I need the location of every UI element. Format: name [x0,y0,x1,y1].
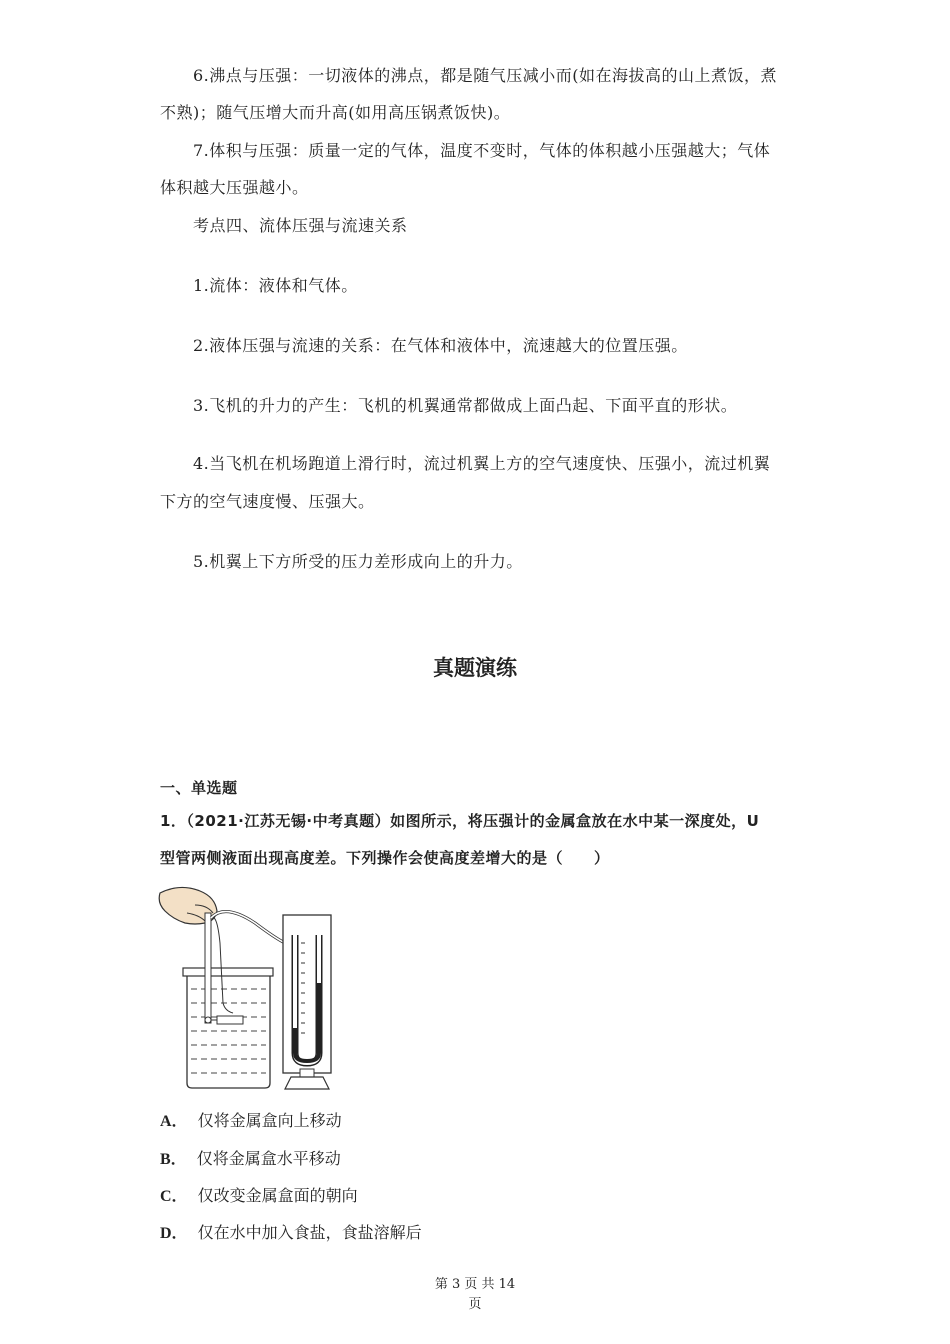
pressure-gauge-figure [155,883,340,1093]
option-a[interactable] [160,1108,342,1131]
section-4-title: 考点四、流体压强与流速关系 [193,216,408,235]
section-4-item-5: 5.机翼上下方所受的压力差形成向上的升力。 [193,552,523,571]
section-4-item-4-line1: 4.当飞机在机场跑道上滑行时，流过机翼上方的空气速度快、压强小，流过机翼 [193,454,771,473]
option-text: 仅在水中加入食盐，食盐溶解后 [197,1223,422,1242]
section-4-item-4-line2: 下方的空气速度慢、压强大。 [160,492,375,511]
item-6-line1: 6.沸点与压强：一切液体的沸点，都是随气压减小而(如在海拔高的山上煮饭，煮 [193,66,778,85]
question-1-line1: 1．（2021·江苏无锡·中考真题）如图所示，将压强计的金属盒放在水中某一深度处，U [160,812,760,830]
item-7-line2: 体积越大压强越小。 [160,178,309,197]
option-letter: B． [160,1151,187,1168]
option-text: 仅将金属盒水平移动 [196,1149,341,1168]
option-text: 仅将金属盒向上移动 [197,1111,342,1130]
page-footer [0,1275,950,1315]
option-text: 仅改变金属盒面的朝向 [197,1186,358,1205]
section-4-item-1: 1.流体：液体和气体。 [193,276,358,295]
section-4-item-2: 2.液体压强与流速的关系：在气体和液体中，流速越大的位置压强。 [193,336,688,355]
option-letter: A． [160,1113,188,1130]
item-7-line1: 7.体积与压强：质量一定的气体，温度不变时，气体的体积越小压强越大；气体 [193,141,771,160]
option-b[interactable] [160,1146,341,1169]
section-label: 一、单选题 [160,779,238,797]
option-c[interactable] [160,1183,358,1206]
item-6-line2: 不熟)；随气压增大而升高(如用高压锅煮饭快)。 [160,103,511,122]
option-d[interactable] [160,1220,422,1243]
page-number-line1: 第 3 页 共 14 [434,1277,516,1292]
question-1-line2: 型管两侧液面出现高度差。下列操作会使高度差增大的是（ ） [160,849,610,867]
page-number-line2: 页 [468,1297,482,1312]
option-letter: D． [160,1225,188,1242]
practice-heading: 真题演练 [433,656,517,680]
section-4-item-3: 3.飞机的升力的产生：飞机的机翼通常都做成上面凸起、下面平直的形状。 [193,396,738,415]
option-letter: C． [160,1188,188,1205]
